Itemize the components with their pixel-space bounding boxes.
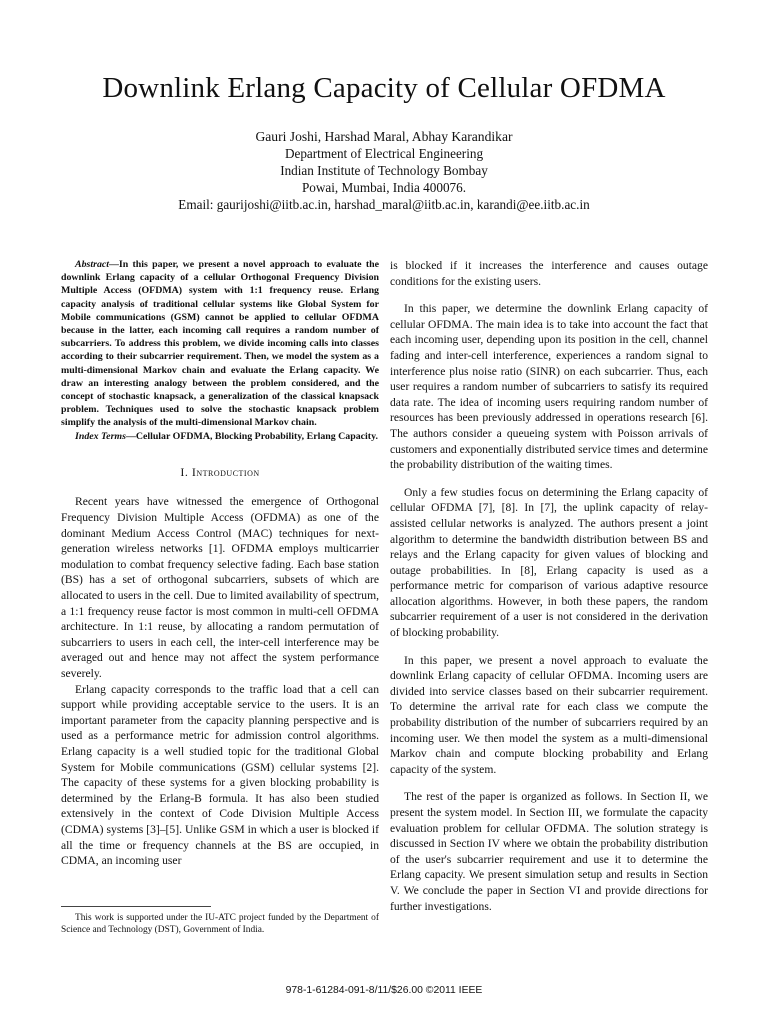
intro-paragraph-1: Recent years have witnessed the emergence of Orthogonal Frequency Division Multiple Access (OFDMA) as one of the dominant Medium Access Control (MAC) techniques for next-generation wireless networks [1]. OFDMA employs multicarrier modulation to combat frequency selective fading. Each base station (BS) has a set of orthogonal subcarriers, subsets of which are allocated to users in the cell. Due to limited availability of spectrum, a 1:1 frequency reuse factor is most common in multi-cell OFDMA architecture. In 1:1 reuse, by allocating a random permutation of subcarriers to users in each cell, the inter-cell interference may be averaged out and hence may not affect the system performance severely. [61, 495, 379, 680]
paper-title: Downlink Erlang Capacity of Cellular OFDMA [102, 72, 666, 104]
abstract-text: —In this paper, we present a novel approach to evaluate the downlink Erlang capacity of a cellular Orthogonal Frequency Division Multiple Access (OFDMA) system with 1:1 frequency reuse. Erlang capacity analysis of traditional cellular systems like Global System for Mobile communications (GSM) cannot be applied to cellular OFDMA because in the latter, each incoming call requires a random number of subcarriers. To address this problem, we divide incoming calls into classes according to their subcarrier requirement. Then, we model the system as a multi-dimensional Markov chain and evaluate the Erlang capacity. We draw an interesting analogy between the problem considered, and the concept of stochastic knapsack, a generalization of the classical knapsack problem. Techniques used to solve the stochastic knapsack problem simplify the analysis of the multi-dimensional Markov chain. [61, 259, 379, 429]
section-numeral: I. [180, 464, 192, 479]
funding-footnote: This work is supported under the IU-ATC project funded by the Department of Science and Technology (DST), Government of India. [61, 913, 379, 935]
affiliation-department: Department of Electrical Engineering [284, 146, 484, 161]
author-emails: Email: gaurijoshi@iitb.ac.in, harshad_maral@iitb.ac.in, karandi@ee.iitb.ac.in [178, 197, 590, 212]
right-column [390, 258, 708, 914]
abstract-label: Abstract [75, 259, 110, 270]
left-column [61, 258, 379, 869]
intro-paragraph-5: Only a few studies focus on determining the Erlang capacity of cellular OFDMA [7], [8]. In [7], the uplink capacity of relay-assisted cellular networks is analyzed. The authors present a joint algorithm to determine the bandwidth distribution between BS and relays and the Erlang capacity for given values of blocking and outage probabilities. In [8], Erlang capacity is used as a performance metric for comparison of various adaptive resource allocation algorithms. However, in both these papers, the random subcarrier requirement of a user is not considered in the derivation of blocking probability. [390, 485, 708, 640]
section-heading-introduction [61, 465, 379, 481]
affiliation-institute: Indian Institute of Technology Bombay [280, 163, 488, 178]
footnote-divider [61, 906, 211, 907]
index-terms-text: —Cellular OFDMA, Blocking Probability, Erlang Capacity. [125, 430, 378, 442]
author-block [0, 128, 768, 213]
intro-paragraph-6: In this paper, we present a novel approach to evaluate the downlink Erlang capacity of cellular OFDMA. Incoming users are divided into service classes based on their subcarrier requirement. To determine the arrival rate for each class we compute the probability distribution of the number of subcarriers required by an incoming user. We then model the system as a multi-dimensional Markov chain and compute blocking probability and Erlang capacity of the system. [390, 653, 708, 776]
intro-paragraph-2: Erlang capacity corresponds to the traffic load that a cell can support while providing acceptable service to the users. It is an important parameter from the capacity planning perspective and is used as a performance metric for admission control algorithms. Erlang capacity is a well studied topic for the traditional Global System for Mobile communications (GSM) cellular systems [2]. The capacity of these systems for a given blocking probability is determined by the Erlang-B formula. It has also been studied extensively in the context of Code Division Multiple Access (CDMA) systems [3]–[5]. Unlike GSM in which a user is blocked if all the time or frequency channels at the BS are occupied, in CDMA, an incoming user [61, 682, 379, 868]
author-names: Gauri Joshi, Harshad Maral, Abhay Karandikar [255, 129, 513, 144]
affiliation-address: Powai, Mumbai, India 400076. [301, 180, 467, 195]
intro-paragraph-3: is blocked if it increases the interference and causes outage conditions for the existing users. [390, 259, 708, 288]
intro-paragraph-4: In this paper, we determine the downlink Erlang capacity of cellular OFDMA. The main idea is to take into account the fact that each incoming user, depending upon its position in the cell, channel fading and inter-cell interference, experiences a random signal to interference plus noise ratio (SINR) on each subcarrier. Thus, each user requires a random number of subcarriers to satisfy its required data rate. The idea of incoming users requiring random number of resources has been previously addressed in operations research [6]. The authors consider a queueing system with Poisson arrivals of customers and exponentially distributed service times and determine the probability distribution of the waiting times. [390, 302, 708, 472]
section-title: Introduction [191, 464, 260, 479]
index-terms-label: Index Terms [75, 430, 126, 442]
intro-paragraph-7: The rest of the paper is organized as follows. In Section II, we present the system model. In Section III, we formulate the capacity evaluation problem for cellular OFDMA. The solution strategy is discussed in Section IV where we obtain the probability distribution of the user's subcarrier requirement and use it to determine the Erlang capacity. We present simulation setup and results in Section V. We conclude the paper in Section VI and provide directions for further investigations. [390, 790, 708, 913]
copyright-footer: 978-1-61284-091-8/11/$26.00 ©2011 IEEE [285, 985, 483, 996]
abstract [61, 258, 379, 443]
